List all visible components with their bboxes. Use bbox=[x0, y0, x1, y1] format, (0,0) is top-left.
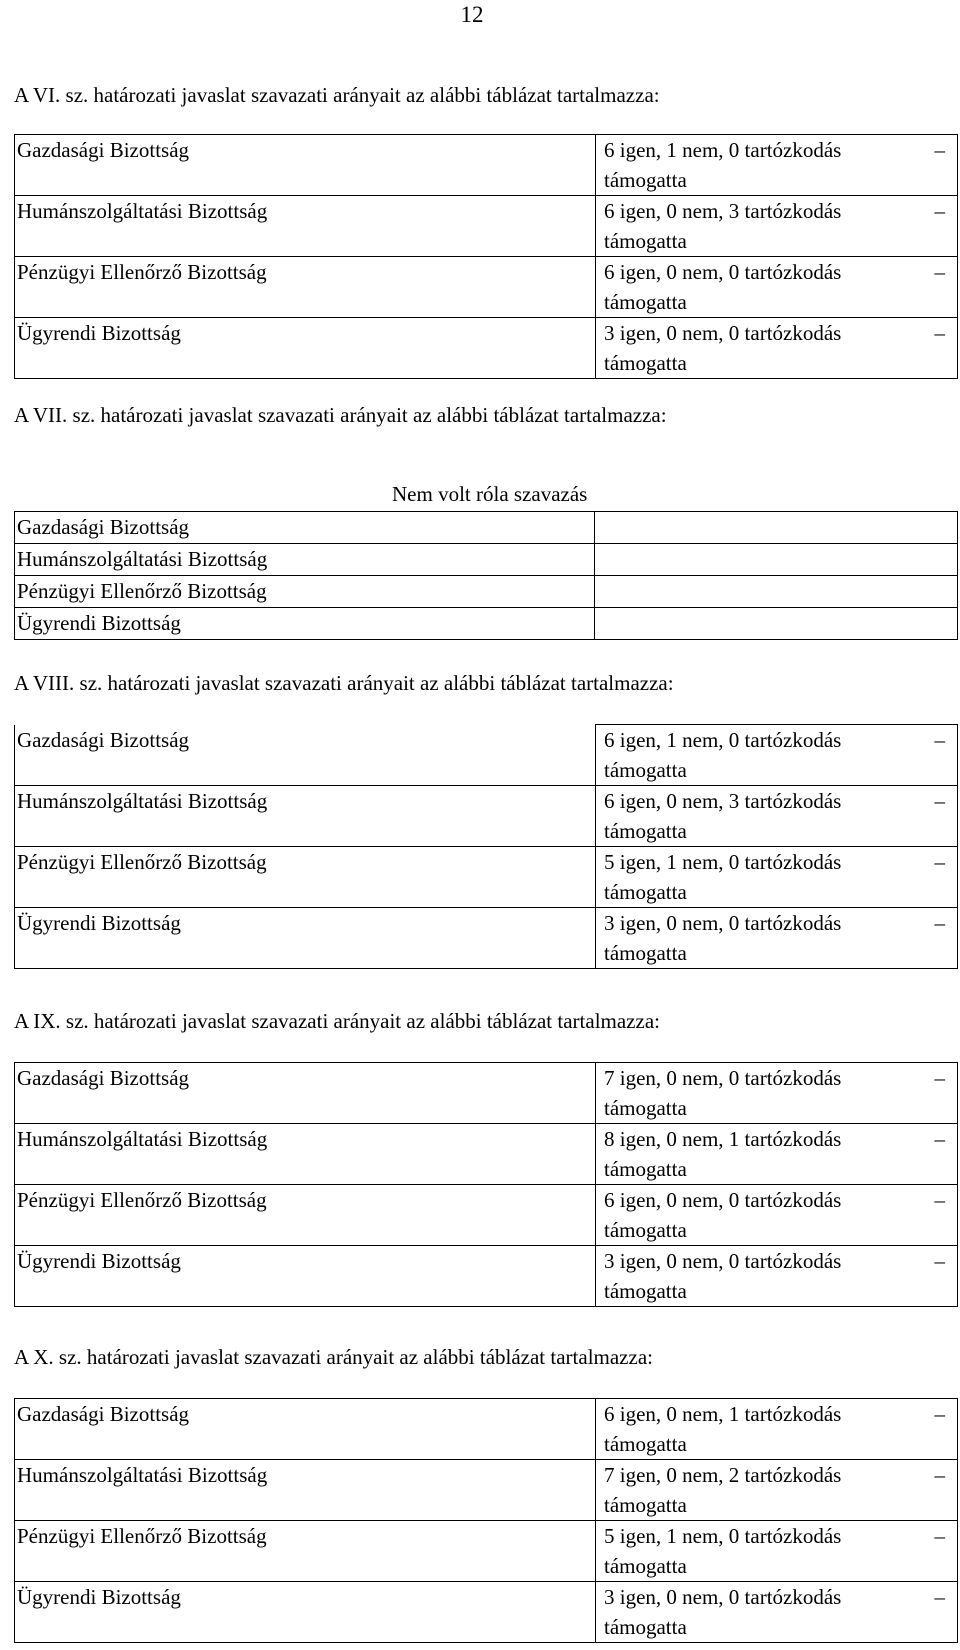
vote-counts: 6 igen, 1 nem, 0 tartózkodás bbox=[604, 728, 842, 752]
vote-outcome: támogatta bbox=[604, 1554, 687, 1578]
vote-counts: 7 igen, 0 nem, 0 tartózkodás bbox=[604, 1066, 842, 1090]
vote-counts: 5 igen, 1 nem, 0 tartózkodás bbox=[604, 1524, 842, 1548]
table-row bbox=[15, 1399, 958, 1460]
dash: – bbox=[934, 1066, 945, 1090]
vote-result-cell bbox=[596, 908, 958, 969]
vote-outcome: támogatta bbox=[604, 1432, 687, 1456]
committee-cell: Humánszolgáltatási Bizottság bbox=[15, 786, 596, 847]
vote-counts: 6 igen, 1 nem, 0 tartózkodás bbox=[604, 138, 842, 162]
vote-result-cell bbox=[596, 1521, 958, 1582]
vote-counts: 6 igen, 0 nem, 0 tartózkodás bbox=[604, 1188, 842, 1212]
vote-counts: 3 igen, 0 nem, 0 tartózkodás bbox=[604, 321, 842, 345]
vote-result-cell bbox=[595, 576, 958, 608]
dash: – bbox=[934, 728, 945, 752]
committee-cell: Pénzügyi Ellenőrző Bizottság bbox=[15, 847, 596, 908]
dash: – bbox=[934, 789, 945, 813]
vote-outcome: támogatta bbox=[604, 1279, 687, 1303]
vote-outcome: támogatta bbox=[604, 290, 687, 314]
table-row bbox=[15, 1063, 958, 1124]
page-number: 12 bbox=[460, 2, 484, 27]
vote-outcome: támogatta bbox=[604, 1615, 687, 1639]
table-row bbox=[15, 544, 958, 576]
vote-counts: 3 igen, 0 nem, 0 tartózkodás bbox=[604, 1249, 842, 1273]
dash: – bbox=[934, 911, 945, 935]
vote-result-cell bbox=[596, 196, 958, 257]
dash: – bbox=[934, 321, 945, 345]
section-heading-ix: A IX. sz. határozati javaslat szavazati arányait az alábbi táblázat tartalmazza: bbox=[14, 1009, 660, 1033]
table-row bbox=[15, 196, 958, 257]
vote-outcome: támogatta bbox=[604, 1493, 687, 1517]
dash: – bbox=[934, 1463, 945, 1487]
table-row bbox=[15, 135, 958, 196]
vote-result-cell bbox=[595, 544, 958, 576]
table-row bbox=[15, 1521, 958, 1582]
vote-table-vi bbox=[14, 134, 958, 379]
dash: – bbox=[934, 260, 945, 284]
dash: – bbox=[934, 1127, 945, 1151]
vote-result-cell bbox=[596, 1399, 958, 1460]
vote-counts: 6 igen, 0 nem, 3 tartózkodás bbox=[604, 199, 842, 223]
vote-result-cell bbox=[596, 1460, 958, 1521]
section-heading-viii: A VIII. sz. határozati javaslat szavazati arányait az alábbi táblázat tartalmazza: bbox=[14, 671, 674, 695]
vote-outcome: támogatta bbox=[604, 1096, 687, 1120]
section-heading-x: A X. sz. határozati javaslat szavazati arányait az alábbi táblázat tartalmazza: bbox=[14, 1345, 653, 1369]
dash: – bbox=[934, 1188, 945, 1212]
table-row bbox=[15, 608, 958, 640]
vote-outcome: támogatta bbox=[604, 941, 687, 965]
committee-cell: Humánszolgáltatási Bizottság bbox=[15, 196, 596, 257]
vote-result-cell bbox=[596, 1124, 958, 1185]
committee-cell: Humánszolgáltatási Bizottság bbox=[15, 544, 595, 576]
vote-counts: 3 igen, 0 nem, 0 tartózkodás bbox=[604, 911, 842, 935]
vote-counts: 6 igen, 0 nem, 1 tartózkodás bbox=[604, 1402, 842, 1426]
vote-counts: 6 igen, 0 nem, 0 tartózkodás bbox=[604, 260, 842, 284]
no-vote-text: Nem volt róla szavazás bbox=[392, 482, 588, 506]
committee-cell: Pénzügyi Ellenőrző Bizottság bbox=[15, 1521, 596, 1582]
dash: – bbox=[934, 1249, 945, 1273]
dash: – bbox=[934, 850, 945, 874]
table-row bbox=[15, 1246, 958, 1307]
vote-result-cell bbox=[596, 1246, 958, 1307]
dash: – bbox=[934, 1585, 945, 1609]
committee-cell: Ügyrendi Bizottság bbox=[15, 1246, 596, 1307]
committee-cell: Ügyrendi Bizottság bbox=[15, 318, 596, 379]
vote-result-cell bbox=[596, 318, 958, 379]
vote-table-ix bbox=[14, 1062, 958, 1307]
section-heading-vii: A VII. sz. határozati javaslat szavazati arányait az alábbi táblázat tartalmazza: bbox=[14, 403, 667, 427]
table-row bbox=[15, 576, 958, 608]
vote-outcome: támogatta bbox=[604, 819, 687, 843]
table-row bbox=[15, 318, 958, 379]
committee-cell: Humánszolgáltatási Bizottság bbox=[15, 1460, 596, 1521]
table-row bbox=[15, 1582, 958, 1643]
committee-cell: Gazdasági Bizottság bbox=[15, 725, 596, 786]
committee-cell: Pénzügyi Ellenőrző Bizottság bbox=[15, 576, 595, 608]
vote-outcome: támogatta bbox=[604, 1218, 687, 1242]
committee-cell: Ügyrendi Bizottság bbox=[15, 908, 596, 969]
dash: – bbox=[934, 1524, 945, 1548]
section-heading-vi: A VI. sz. határozati javaslat szavazati arányait az alábbi táblázat tartalmazza: bbox=[14, 83, 660, 107]
vote-result-cell bbox=[596, 1582, 958, 1643]
committee-cell: Gazdasági Bizottság bbox=[15, 512, 595, 544]
table-row bbox=[15, 786, 958, 847]
dash: – bbox=[934, 199, 945, 223]
vote-outcome: támogatta bbox=[604, 880, 687, 904]
vote-counts: 8 igen, 0 nem, 1 tartózkodás bbox=[604, 1127, 842, 1151]
vote-result-cell bbox=[596, 257, 958, 318]
table-row bbox=[15, 725, 958, 786]
vote-result-cell bbox=[596, 1185, 958, 1246]
vote-result-cell bbox=[595, 512, 958, 544]
vote-counts: 6 igen, 0 nem, 3 tartózkodás bbox=[604, 789, 842, 813]
vote-table-x bbox=[14, 1398, 958, 1643]
vote-result-cell bbox=[596, 1063, 958, 1124]
dash: – bbox=[934, 138, 945, 162]
committee-cell: Gazdasági Bizottság bbox=[15, 1063, 596, 1124]
committee-cell: Gazdasági Bizottság bbox=[15, 135, 596, 196]
vote-counts: 7 igen, 0 nem, 2 tartózkodás bbox=[604, 1463, 842, 1487]
committee-cell: Pénzügyi Ellenőrző Bizottság bbox=[15, 1185, 596, 1246]
table-row bbox=[15, 1185, 958, 1246]
vote-result-cell bbox=[596, 847, 958, 908]
committee-cell: Ügyrendi Bizottság bbox=[15, 608, 595, 640]
vote-result-cell bbox=[596, 135, 958, 196]
vote-counts: 5 igen, 1 nem, 0 tartózkodás bbox=[604, 850, 842, 874]
table-row bbox=[15, 257, 958, 318]
vote-outcome: támogatta bbox=[604, 758, 687, 782]
vote-outcome: támogatta bbox=[604, 351, 687, 375]
committee-cell: Gazdasági Bizottság bbox=[15, 1399, 596, 1460]
vote-result-cell bbox=[596, 786, 958, 847]
table-row bbox=[15, 908, 958, 969]
table-row bbox=[15, 847, 958, 908]
table-row bbox=[15, 1460, 958, 1521]
vote-outcome: támogatta bbox=[604, 229, 687, 253]
vote-outcome: támogatta bbox=[604, 1157, 687, 1181]
vote-result-cell bbox=[595, 608, 958, 640]
no-vote-note bbox=[595, 480, 958, 512]
dash: – bbox=[934, 1402, 945, 1426]
vote-outcome: támogatta bbox=[604, 168, 687, 192]
committee-cell: Humánszolgáltatási Bizottság bbox=[15, 1124, 596, 1185]
committee-cell: Pénzügyi Ellenőrző Bizottság bbox=[15, 257, 596, 318]
table-row bbox=[15, 512, 958, 544]
vote-result-cell bbox=[596, 725, 958, 786]
vote-counts: 3 igen, 0 nem, 0 tartózkodás bbox=[604, 1585, 842, 1609]
committee-cell: Ügyrendi Bizottság bbox=[15, 1582, 596, 1643]
vote-table-viii bbox=[14, 724, 958, 969]
table-row bbox=[15, 1124, 958, 1185]
